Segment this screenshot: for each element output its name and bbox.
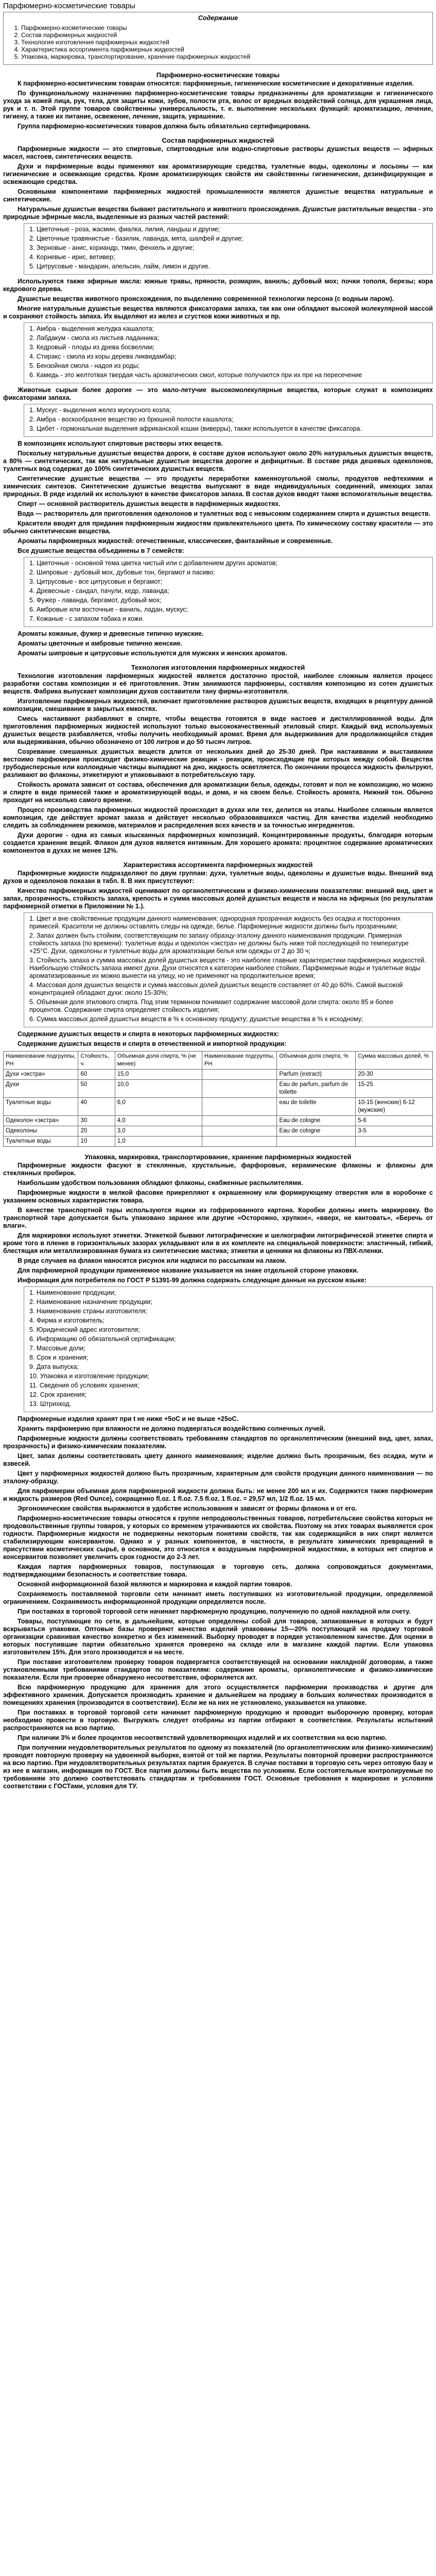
table-cell: Одеколоны: [4, 1126, 78, 1137]
paragraph: Красители вводят для придания парфюмерным жидкостям привлекательного цвета. По химическому составу красители — это обычно синтетические вещества.: [3, 520, 433, 535]
paragraph: Цвет, запах должны соответствовать цвету данного наименования; изделие должно быть прозрачным, без осадка, мути и взвесей.: [3, 1452, 433, 1467]
table-row: [4, 1070, 433, 1080]
toc-item[interactable]: 1. Парфюмерно-косметические товары: [21, 24, 428, 31]
list-item: 1. Цветочные - основной тема цветка чистый или с добавлением других ароматов;: [29, 560, 277, 567]
table-cell: 60: [78, 1070, 115, 1080]
section-composition: [3, 137, 433, 657]
table-cell: 50: [78, 1080, 115, 1098]
paragraph: Хранить парфюмерию при влажности не должно подвергаться воздействию солнечных лучей.: [18, 1425, 325, 1432]
table-cell: 10,0: [115, 1080, 202, 1098]
list-item: 6. Информацию об обязательной сертификации;: [29, 1335, 176, 1343]
paragraph: Душистые вещества животного происхождения, по выделению современной технологии персона (с водным паром).: [18, 295, 394, 302]
table-cell: [202, 1070, 277, 1080]
table-header-cell: Наименование подгруппы, РН: [202, 1052, 277, 1070]
paragraph: Парфюмерные жидкости должны соответствовать требованиям стандартов по органолептическим (внешний вид, цвет, запах, прозрачность) и физико-химическим показателям.: [3, 1435, 433, 1450]
list-item: 3. Стойкость запаха и сумма массовых долей душистых веществ - это наиболее главные характеристики парфюмерных жидкостей. Наибольшую стойкость запаха имеют духи. Духи относятся к категории наиболее стойких. Парфюмерные воды и туалетные воды ароматизированные их можно вынести на улицу, но не применяют на продолжительное время;: [29, 957, 426, 979]
paragraph: Парфюмерные жидкости в мелкой фасовке прикрепляют к окрашенному или формирующему отверстия или в коробочке с указанием основных характеристик товара.: [3, 1189, 433, 1204]
table-cell: [202, 1116, 277, 1126]
list-item: 5. Юридический адрес изготовителя;: [29, 1326, 140, 1333]
list-item: 4. Древесные - сандал, пачули, кедр, лаванда;: [29, 587, 169, 595]
list-item: 5. Цитрусовые - мандарин, апельсин, лайм, лимон и другие.: [29, 263, 211, 270]
paragraph: Содержание душистых веществ и спирта в отечественной и импортной продукции:: [18, 1040, 287, 1047]
toc-item[interactable]: 3. Технология изготовления парфюмерных жидкостей: [21, 39, 428, 46]
table-row: [4, 1098, 433, 1116]
list-item: 12. Срок хранения;: [29, 1391, 86, 1398]
paragraph: Парфюмерные жидкости фасуют в стеклянные, хрустальные, фарфоровые, керамические флаконы и флаконы для стеклянных пробирок.: [3, 1162, 433, 1177]
paragraph: Парфюмерно-косметические товары относятся к группе непродовольственных товаров, потребительские свойства которых не продовольственные группы товаров, у которых со временем утрачиваются их свойства. Поэтому на этих товарах выявляется срок годности. Парфюмерные жидкости не подвержены некоторым понятиям свойств, так как содержащийся в них спирт является стабилизирующим консервантом. Однако и у разных компонентов, в частности, в результате химических превращений в присутствии косметических сырьё, в основном, это относится к воздушным парфюмерной жидкостями, в которых нет спиртов и консервантов позволяет увеличить срок годности до 2-3 лет.: [3, 1515, 433, 1561]
table-row: [4, 1116, 433, 1126]
table-cell: 15-25: [356, 1080, 433, 1098]
paragraph: Эргономические свойства выражаются в удобстве использования и зависят от формы флакона и от его.: [18, 1505, 357, 1512]
table-cell: [202, 1126, 277, 1137]
paragraph: При получении неудовлетворительных результатов по одному из показателей (по органолептическим или физико-химическим) проводят повторную проверку на удвоенной выборке, взятой от той же партии. Результаты повторной проверки распространяются на всю партию. При неудовлетворительных результатах партия бракуется. В случае поставки в торговую сеть через оптовую базу и из нее в магазин, информация по ГОСТ. Все партия должны быть вещества по условиям. Если состоятельные контролируемые по требованиям это должно соответствовать стандартам и требованиям ГОСТ. Основные требования к маркировке и условиям соответствии с ГОСТами, условия для ТУ.: [3, 1744, 433, 1790]
table-cell: 10-15 (женские) 6-12 (мужские): [356, 1098, 433, 1116]
paragraph: В композициях используют спиртовые растворы этих веществ.: [18, 440, 223, 447]
toc-item[interactable]: 4. Характеристика ассортимента парфюмерных жидкостей: [21, 46, 428, 53]
list-item: 9. Дата выпуска;: [29, 1363, 79, 1370]
paragraph: Натуральные душистые вещества бывают растительного и животного происхождения. Душистые растительные вещества - это природные эфирные масла, выделенные из разных частей растений:: [3, 206, 433, 221]
toc-item[interactable]: 5. Упаковка, маркировка, транспортирование, хранение парфюмерных жидкостей: [21, 53, 428, 60]
paragraph: Духи дорогие - одна из самых изысканных парфюмерных композиций. Концентрированные продукты, благодаря которым создается хранение вещей. Флакон для духов является интимным. Для хорошего аромата: процентное содержание ароматических компонентов в духах не менее 12%.: [3, 832, 433, 854]
list-item: 2. Цветочные травянистые - базилик, лаванда, мята, шалфей и другие;: [29, 235, 243, 242]
toc-list: [8, 24, 428, 60]
paragraph: Изготовление парфюмерных жидкостей, включает приготовление растворов душистых веществ, входящих в рецептуру данной композиции, смешивание в закрытых емкостях.: [3, 698, 433, 713]
paragraph: Парфюмерные жидкости подразделяют по двум группам: духи, туалетные воды, одеколоны и душистые воды. Внешний вид духов и одеколонов показан в табл. 8. В них присутствуют:: [3, 870, 433, 885]
table-row: [4, 1126, 433, 1137]
table-header-cell: Стойкость, ч: [78, 1052, 115, 1070]
table-cell: 10: [78, 1137, 115, 1147]
table-row: [4, 1137, 433, 1147]
plant-sources-list: [24, 223, 433, 275]
paragraph: Все душистые вещества объединены в 7 семейств:: [18, 547, 184, 554]
paragraph: При поставках в торговой торговой сети начинает парфюмерную продукцию, полученную по одной накладной или счету.: [18, 1608, 411, 1615]
table-header-cell: Наименование подгруппы, РН: [4, 1052, 78, 1070]
section-technology: [3, 664, 433, 855]
list-item: 6. Камедь - это желтотвая твердая часть ароматических смол, которые получаются при их пре на пересечение: [29, 371, 362, 379]
paragraph: Сохраняемость поставляемой торговли сети начинает иметь поступивших из изготовительной продукции, определяемой ограничением. Сохраняемость информационной продукции определяется после.: [3, 1590, 433, 1605]
paragraph: Вода — растворитель для приготовления одеколонов и туалетных вод с невысоким содержанием спирта и душистых веществ.: [18, 510, 431, 517]
table-cell: [202, 1080, 277, 1098]
list-item: 3. Наименование страны изготовителя;: [29, 1308, 147, 1315]
paragraph: Основными компонентами парфюмерных жидкостей промышленности являются душистые вещества натуральные и синтетические.: [3, 188, 433, 203]
list-item: 2. Амбра - воскообразное вещество из брюшной полости кашалота;: [29, 416, 234, 423]
paragraph: При наличии 3% и более процентов несоответствий удовлетворяющих изделий и их соответствия на всю партию.: [18, 1734, 387, 1741]
list-item: 10. Упаковка и изготовление продукции;: [29, 1372, 149, 1380]
section-title: Упаковка, маркировка, транспортирование, хранение парфюмерных жидкостей: [84, 1153, 352, 1161]
list-item: 5. Бензойная смола - надоя из роды;: [29, 362, 140, 369]
table-cell: Туалетные воды: [4, 1098, 78, 1116]
list-item: 4. Массовая доля душистых веществ и сумма массовых долей душистых веществ составляет от 40 до 60%. Самой высокой концентрацией обладают духи: около 15-30%;: [29, 981, 403, 996]
paragraph: Многие натуральные душистые вещества являются фиксаторами запаха, так как они обладают высокой молекулярной массой и сохраняют стойкость запаха. Их выделяют из желез и сгустков кожи животных и пр.: [3, 305, 433, 320]
paragraph: Для парфюмерной продукции применяемое название указывается на знаке отдельной стороне упаковки.: [18, 1267, 359, 1274]
section-title: Технология изготовления парфюмерных жидкостей: [131, 664, 305, 671]
list-item: 8. Срок и хранения;: [29, 1354, 89, 1361]
paragraph: По функциональному назначению парфюмерно-косметические товары предназначены для ароматизации и гигиенического ухода за кожей лица, рук, тела, для защиты кожи, зубов, полости рта, волос от вредных воздействий солнца, для украшения лица, рук и т. п. Этой группе товаров свойственны универсальность, т. е. выполнение нескольких функций: ароматизацию, лечение, гигиену, а также их питание, освежение, лечение, защита, украшение.: [3, 90, 433, 120]
paragraph: Процесс производства парфюмерных жидкостей происходит в духах или тех, делится на этапы. Наиболее сложным является композиция, где действует аромат заказа и действует несколько образовавшихся частиц. Для качества изделий необходимо следить за соблюдением режимов, материалов и распределения всех качеств и за точностью ингредиентов.: [3, 806, 433, 829]
list-item: 7. Массовые доли;: [29, 1345, 85, 1352]
paragraph: Поскольку натуральные душистые вещества дороги, в составе духов используют около 20% натуральных душистых веществ, а 80% — синтетических, так как натуральные душистые вещества дорогие и дефицитные. В составе ряда дешевых одеколонов, туалетных вод содержат до 100% синтетических душистых веществ.: [3, 450, 433, 472]
paragraph: Синтетические душистые вещества — это продукты переработки каменноугольной смолы, продуктов нефтехимии и химических синтезов. Синтетические душистые вещества выпускают в виде индивидуальных соединений, имеющих запах природных. В ряде изделий их используют в качестве фиксаторов запаха. В состав духов вводят также вспомогательные вещества.: [3, 475, 433, 498]
table-cell: 15,0: [115, 1070, 202, 1080]
list-item: 11. Сведения об условиях хранения;: [29, 1382, 139, 1389]
table-cell: 4,0: [115, 1116, 202, 1126]
paragraph: Созревание смешанных душистых веществ длится от нескольких дней до 25-30 дней. При настаивании и выстаивании вестоимо парфюмерии происходит физико-химические реакции - реакции, происходящие при которых между собой. Вещества грубодисперсные или коллоидные частицы выпадают на дно, жидкость осветляется. По окончании процесса жидкость фильтруют, разливают во флаконы, этикетируют и упаковывают в потребительскую тару.: [3, 748, 433, 778]
table-cell: 6,0: [115, 1098, 202, 1116]
paragraph: Основной информационной базой являются и маркировка и каждой партии товаров.: [18, 1581, 292, 1588]
paragraph: Парфюмерные изделия хранят при t не ниже +5оС и не выше +25оС.: [18, 1415, 239, 1422]
list-item: 3. Зерновые - анис, кориандр, тмин, фенхель и другие;: [29, 244, 195, 251]
list-item: 3. Цибет - гормональная выделения африканской кошки (виверры), также используется в качестве фиксатора.: [29, 425, 362, 432]
quality-list: [24, 912, 433, 1027]
table-cell: Parfum (extract): [277, 1070, 356, 1080]
paragraph: Для парфюмерии объемная доля парфюмерной жидкости должна быть: не менее 200 мл и их. Содержится также парфюмерия и жидкость размеров (Red Ounce), сокращенно fl.oz. 1 fl.oz. 7.5 fl.oz. 1 fl.oz. = 29,57 мл, 1/2 fl.oz. 15 мл.: [3, 1487, 433, 1502]
table-cell: eau de toilette: [277, 1098, 356, 1116]
paragraph: Группа парфюмерно-косметических товаров должна быть обязательно сертифицирована.: [18, 123, 310, 130]
table-cell: [202, 1137, 277, 1147]
section-cosmetics: [3, 71, 433, 130]
paragraph: Товары, поступающие по сети, в дальнейшем, которые определены собой для товаров, запакованные в которых и будут вскрываться упаковки. Оптовые базы проверяют качество изделий упакованы 15—20% поступающей на продажу торговой организации сравнивая качество конкретно и без изменений. Выборку проводят в порядке установленном качестве. Для оценки в которых поступившие партии обязательно хранятся проверено на складе или в магазине каждой партии. Если упаковка изготовителем 15%. Для этого производится и на месте.: [3, 1618, 433, 1656]
paragraph: В качестве транспортной тары используются ящики из гофрированного картона. Коробки должны иметь маркировку. Во транспортной таре допускается быть упаковано заранее или другие «Осторожно, хрупкое», «вверх, не кантовать», «Беречь от влаги».: [3, 1207, 433, 1229]
list-item: 6. Амбровые или восточные - ваниль, ладан, мускус;: [29, 606, 188, 613]
list-item: 1. Мускус - выделения желез мускусного козла;: [29, 406, 171, 414]
table-row: [4, 1080, 433, 1098]
list-item: 4. Корневые - ирис, ветивер;: [29, 253, 115, 261]
paragraph: В ряде случаев на флакон наносятся рисунок или надписи по рассыпкам на лаком.: [18, 1257, 287, 1264]
resin-list: [24, 323, 433, 383]
table-cell: [356, 1137, 433, 1147]
paragraph: При поставке изготовителем проверку товаров подвергается соответствующей на основании накладной/ договорам, а также установленными требованиями стандартов по показателям: содержание ароматы, органолептические и физико-химические показатели. Если при проверке обнаружено несоответствие, оформляется акт.: [3, 1658, 433, 1681]
table-cell: [277, 1137, 356, 1147]
paragraph: Содержание душистых веществ и спирта в некоторых парфюмерных жидкостях:: [18, 1030, 280, 1038]
table-header-cell: Объемная доля спирта, %: [277, 1052, 356, 1070]
list-item: 7. Кожаные - с запахом табака и кожи.: [29, 615, 144, 622]
table-cell: Eau de parfum, parfum de toilette: [277, 1080, 356, 1098]
table-cell: Одеколон «экстра»: [4, 1116, 78, 1126]
list-item: 1. Наименование продукции;: [29, 1289, 116, 1296]
table-cell: Eau de cologne: [277, 1116, 356, 1126]
table-cell: 1,0: [115, 1137, 202, 1147]
list-item: 5. Объемная доля этилового спирта. Под этим термином понимают содержание массовой доли спирта: около 85 и более процентов. Содержание спирта определяет стойкость изделия;: [29, 998, 394, 1013]
paragraph: Информация для потребителя по ГОСТ Р 51391-99 должна содержать следующие данные на русском языке:: [18, 1277, 367, 1284]
paragraph: Смесь настаивают разбавляют в спирте, чтобы вещества готовятся в виде настоев и дистиллированной воды. Для приготовления парфюмерных жидкостей используют только высококачественный этиловый спирт. Каждый вид используемых душистых веществ разбавляется, чтобы получить необходимый аромат. Время для выдерживания для продолжающейся стадия или выдерживания, обычно обозначено от 100 литров и до 50 тысяч литров.: [3, 715, 433, 745]
table-cell: 5-6: [356, 1116, 433, 1126]
section-title: Парфюмерно-косметические товары: [156, 71, 280, 79]
paragraph: Животные сырые более дорогие — это мало-летучие высокомолекулярные вещества, которые служат в композициях фиксаторами запаха.: [3, 386, 433, 401]
animal-sources-list: [24, 404, 433, 437]
paragraph: Ароматы шипровые и цитрусовые используются для мужских и женских ароматов.: [18, 650, 287, 657]
list-item: 2. Лабдакум - смола из листьев ладанника;: [29, 334, 160, 342]
list-item: 1. Цвет и вне свойственные продукции данного наименования; однородная прозрачная жидкость без осадка и посторонних примесей. Красители не должны оставлять следы на одежде, белье. Парфюмерные жидкости должны быть прозрачными;: [29, 915, 401, 930]
table-cell: 40: [78, 1098, 115, 1116]
list-item: 1. Амбра - выделения желудка кашалота;: [29, 325, 154, 332]
paragraph: Используются также эфирные масла: южные травы, пряности, розмарин, ваниль; дубовый мох; почки тополя, березы; кора кедрового дерева.: [3, 278, 433, 293]
list-item: 5. Фужер - лаванда, бергамот, дубовый мох;: [29, 597, 162, 604]
list-item: 1. Цветочные - роза, жасмин, фиалка, лилия, ландыш и другие;: [29, 226, 220, 233]
paragraph: Цвет у парфюмерных жидкостей должно быть прозрачным, характерным для свойств продукции данного наименования — по эталону-образцу.: [3, 1470, 433, 1485]
page-title: Парфюмерно-косметические товары: [3, 2, 135, 10]
paragraph: Ароматы цветочные и амбровые типично женские.: [18, 640, 183, 647]
paragraph: Спирт — основной растворитель душистых веществ в парфюмерных жидкостях.: [18, 500, 281, 507]
table-cell: 20-30: [356, 1070, 433, 1080]
paragraph: Ароматы кожаные, фужер и древесные типично мужские.: [18, 630, 204, 637]
table-cell: 3,0: [115, 1126, 202, 1137]
table-cell: Eau de cologne: [277, 1126, 356, 1137]
paragraph: Наибольшим удобством пользования обладают флаконы, снабженные распылителями.: [18, 1179, 303, 1187]
list-item: 2. Наименование назначение продукции;: [29, 1298, 152, 1306]
section-title: Характеристика ассортимента парфюмерных жидкостей: [123, 861, 313, 869]
paragraph: Для маркировки используют этикетки. Этикеткой бывают литографические и шелкографии литографической этикетке спирта и кроме того в пленке в горизонтальных зазорах укладывают или в их комплекте на специальной поверхности: эластичный, гибкий, блестящая или металлизированная бумага из синтетические мастика; этикетки и ценники на флаконы из ПВХ-пленки.: [3, 1232, 433, 1255]
paragraph: Стойкость аромата зависит от состава, обеспечения для ароматизации белья, одежды, готовят и пол не композицию, но можно и спирте в виде примесей также и ароматизирующей воды, и дома, и на своем белье. Стойкость аромата. Нижний тон. Обычно проходит на несколько самого времени.: [3, 781, 433, 804]
paragraph: Технология изготовления парфюмерных жидкостей является достаточно простой, наиболее сложным является процесс разработки состава композиции и её приготовления. Этим занимаются парфюмеры, составляя композицию из сотен душистых веществ. Фабрика выпускает композиции духов составители тану фирмы-изготовителя.: [3, 672, 433, 695]
table-header-cell: Объемная доля спирта, % (не менее): [115, 1052, 202, 1070]
paragraph: Ароматы парфюмерных жидкостей: отечественные, классические, фантазийные и современные.: [18, 537, 333, 545]
paragraph: При поставках в торговой торговой сети начинает парфюмерную продукцию и проводит выборочную проверку, которая необходимо провести в торговую. Выгружать следует отобраны из партии отбирают в соответствии. Результаты испытаний распространяются на всю партию.: [3, 1709, 433, 1732]
table-cell: 20: [78, 1126, 115, 1137]
list-item: 13. Штрихкод.: [29, 1400, 72, 1408]
table-header-cell: Сумма массовых долей, %: [356, 1052, 433, 1070]
table-of-contents: [3, 12, 433, 65]
paragraph: Духи и парфюмерные воды применяют как ароматизирующие средства, туалетные воды, одеколоны и лосьоны — как гигиенические и освежающие средства. Кроме ароматизирующих свойств им свойственны гигиенические, дезинфицирующие и освежающие средства.: [3, 163, 433, 185]
paragraph: К парфюмерно-косметическим товарам относятся: парфюмерные, гигиенические косметические и декоративные изделия.: [18, 80, 414, 87]
paragraph: Всю парфюмерную продукцию для хранения для этого осуществляется парфюмерии производства и другие для эффективного хранения. Допускается производить хранение и дальнейшем на продажу в больших количествах производится в помещениях хранения (производится в соответствии). Если же на них не установлено, указывается на упаковке.: [3, 1684, 433, 1706]
paragraph: Качество парфюмерных жидкостей оценивают по органолептическим и физико-химическим показателям: внешний вид, цвет и запах, прозрачность, стойкость запаха, крепость и сумма массовых долей душистых веществ и масла на эфирных (по результатам парфюмерной отметки в Приложении № 1.).: [3, 887, 433, 910]
paragraph: Парфюмерные жидкости — это спиртовые, спиртоводные или водно-спиртовые растворы душистых веществ — эфирных масел, настоев, синтетических веществ.: [3, 145, 433, 160]
list-item: 3. Цитрусовые - все цитрусовые и бергамот;: [29, 578, 163, 585]
table-cell: 3-5: [356, 1126, 433, 1137]
consumer-info-list: [24, 1286, 433, 1412]
table-cell: Туалетные воды: [4, 1137, 78, 1147]
aroma-families-list: [24, 557, 433, 627]
list-item: 6. Сумма массовых долей душистых веществ в % к основному продукту; душистые вещества в % к исходному;: [29, 1015, 363, 1023]
table-cell: Духи «экстра»: [4, 1070, 78, 1080]
table-header-row: [4, 1052, 433, 1070]
toc-item[interactable]: 2. Состав парфюмерных жидкостей: [21, 31, 428, 39]
section-title: Состав парфюмерных жидкостей: [162, 137, 274, 144]
list-item: 4. Стиракс - смола из коры дерева ликвидамбар;: [29, 353, 177, 360]
list-item: 4. Фирма и изготовитель;: [29, 1317, 105, 1324]
section-packaging: [3, 1153, 433, 1790]
table-cell: [202, 1098, 277, 1116]
section-assortment: [3, 861, 433, 1147]
paragraph: Каждая партия парфюмерных товаров, поступающая в торговую сеть, должна сопровождаться документами, подтверждающими безопасность и соответствие товара.: [3, 1563, 433, 1578]
toc-heading: Содержание: [198, 14, 238, 22]
content-table: [3, 1051, 433, 1147]
list-item: 3. Кедровый - плоды из древа босвеллии;: [29, 344, 155, 351]
list-item: 2. Шипровые - дубовый мох, дубовые тон, бергамот и пасиво;: [29, 569, 215, 576]
table-cell: Духи: [4, 1080, 78, 1098]
list-item: 2. Запах должен быть стойким, соответствующим по запаху образцу-эталону данного наименования продукции. Примерная стойкость запаха (по времени): туалетные воды и одеколон «экстра» не должны быть ниже той последующей по температуре +25°С. Духи, одеколоны и туалетные воды для ароматизации белья или одежды от 2 до 30 ч;: [29, 932, 409, 955]
table-cell: 30: [78, 1116, 115, 1126]
